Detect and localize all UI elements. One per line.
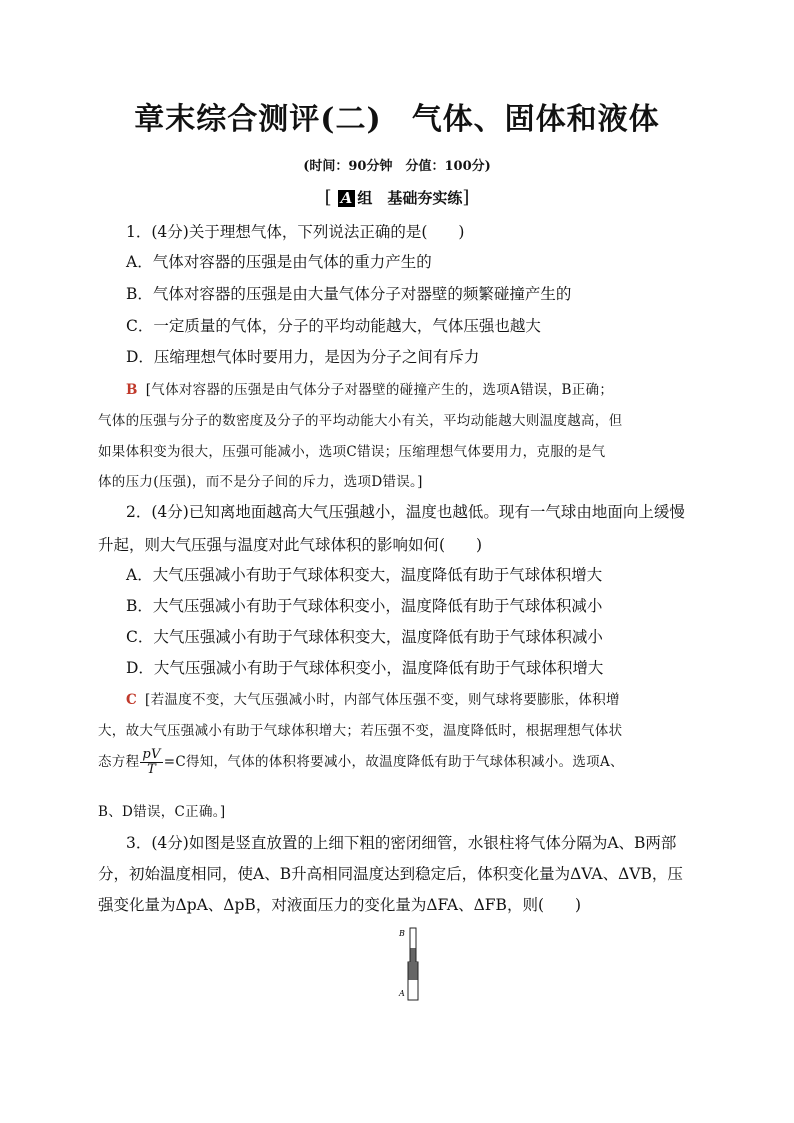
bracket-open: [ — [324, 187, 332, 208]
q2-option-c: C．大气压强减小有助于气球体积变大，温度降低有助于气球体积减小 — [126, 628, 603, 646]
q1-answer-line-3: 如果体积变为很大，压强可能减小，选项C错误；压缩理想气体要用力，克服的是气 — [98, 444, 606, 460]
exam-info: (时间：90分钟 分值：100分) — [303, 159, 491, 174]
q1-option-d: D．压缩理想气体时要用力，是因为分子之间有斥力 — [126, 348, 480, 366]
q2-answer-line-1 — [126, 688, 736, 708]
group-badge: A — [338, 190, 356, 207]
q2-option-d: D．大气压强减小有助于气球体积变小，温度降低有助于气球体积增大 — [126, 659, 604, 677]
q2-answer-line-2: 大，故大气压强减小有助于气球体积增大；若压强不变，温度降低时，根据理想气体状 — [98, 723, 623, 739]
q3-stem-line-3: 强变化量为ΔpA、ΔpB，对液面压力的变化量为ΔFA、ΔFB，则( ) — [98, 896, 582, 914]
title-right: 气体、固体和液体 — [411, 102, 660, 137]
q2-option-b: B．大气压强减小有助于气球体积变小，温度降低有助于气球体积减小 — [126, 597, 603, 615]
group-label: 组 基础夯实练 — [357, 189, 463, 207]
tube-figure — [397, 926, 427, 1002]
q2-stem-line-2: 升起，则大气压强与温度对此气球体积的影响如何( ) — [98, 536, 483, 554]
q2-answer-text-3a: 态方程 — [98, 754, 140, 770]
section-header — [0, 187, 794, 208]
q2-answer-key: C — [126, 692, 138, 708]
fraction-numerator: pV — [142, 747, 161, 762]
q1-option-b: B．气体对容器的压强是由大量气体分子对器壁的频繁碰撞产生的 — [126, 285, 572, 303]
q2-answer-line-4: B、D错误，C正确。] — [98, 804, 226, 820]
q1-answer-line-1 — [126, 378, 736, 398]
ideal-gas-fraction — [140, 748, 162, 777]
q1-option-c: C．一定质量的气体，分子的平均动能越大，气体压强也越大 — [126, 317, 541, 335]
q1-stem: 1．(4分)关于理想气体，下列说法正确的是( ) — [126, 223, 465, 241]
fraction-denominator: T — [147, 762, 157, 777]
mercury-lower — [409, 962, 418, 980]
q1-answer-key: B — [126, 382, 138, 398]
q1-answer-text-1: [气体对容器的压强是由气体分子对器壁的碰撞产生的，选项A错误，B正确； — [145, 382, 614, 398]
label-a: A — [399, 989, 405, 998]
q3-stem-line-1: 3．(4分)如图是竖直放置的上细下粗的密闭细管，水银柱将气体分隔为A、B两部 — [126, 834, 677, 852]
bracket-close: ] — [462, 187, 470, 208]
q3-stem-line-2: 分，初始温度相同，使A、B升高相同温度达到稳定后，体积变化量为ΔVA、ΔVB，压 — [98, 865, 683, 883]
q2-answer-text-3b: =C得知，气体的体积将要减小，故温度降低有助于气球体积减小。选项A、 — [163, 754, 624, 770]
q2-answer-text-1: [若温度不变，大气压强减小时，内部气体压强不变，则气球将要膨胀，体积增 — [145, 692, 620, 708]
q2-option-a: A．大气压强减小有助于气球体积变大，温度降低有助于气球体积增大 — [126, 566, 603, 584]
q2-answer-line-3 — [98, 748, 708, 777]
q1-answer-line-4: 体的压力(压强)，而不是分子间的斥力，选项D错误。] — [98, 474, 423, 490]
mercury-upper — [411, 948, 416, 962]
q1-option-a: A．气体对容器的压强是由气体的重力产生的 — [126, 253, 432, 271]
q1-answer-line-2: 气体的压强与分子的数密度及分子的平均动能大小有关，平均动能越大则温度越高，但 — [98, 413, 623, 429]
q2-stem-line-1: 2．(4分)已知离地面越高大气压强越小，温度也越低。现有一气球由地面向上缓慢 — [126, 503, 685, 521]
page-title — [0, 94, 794, 138]
title-left: 章末综合测评(二) — [134, 102, 382, 137]
label-b: B — [399, 929, 405, 938]
